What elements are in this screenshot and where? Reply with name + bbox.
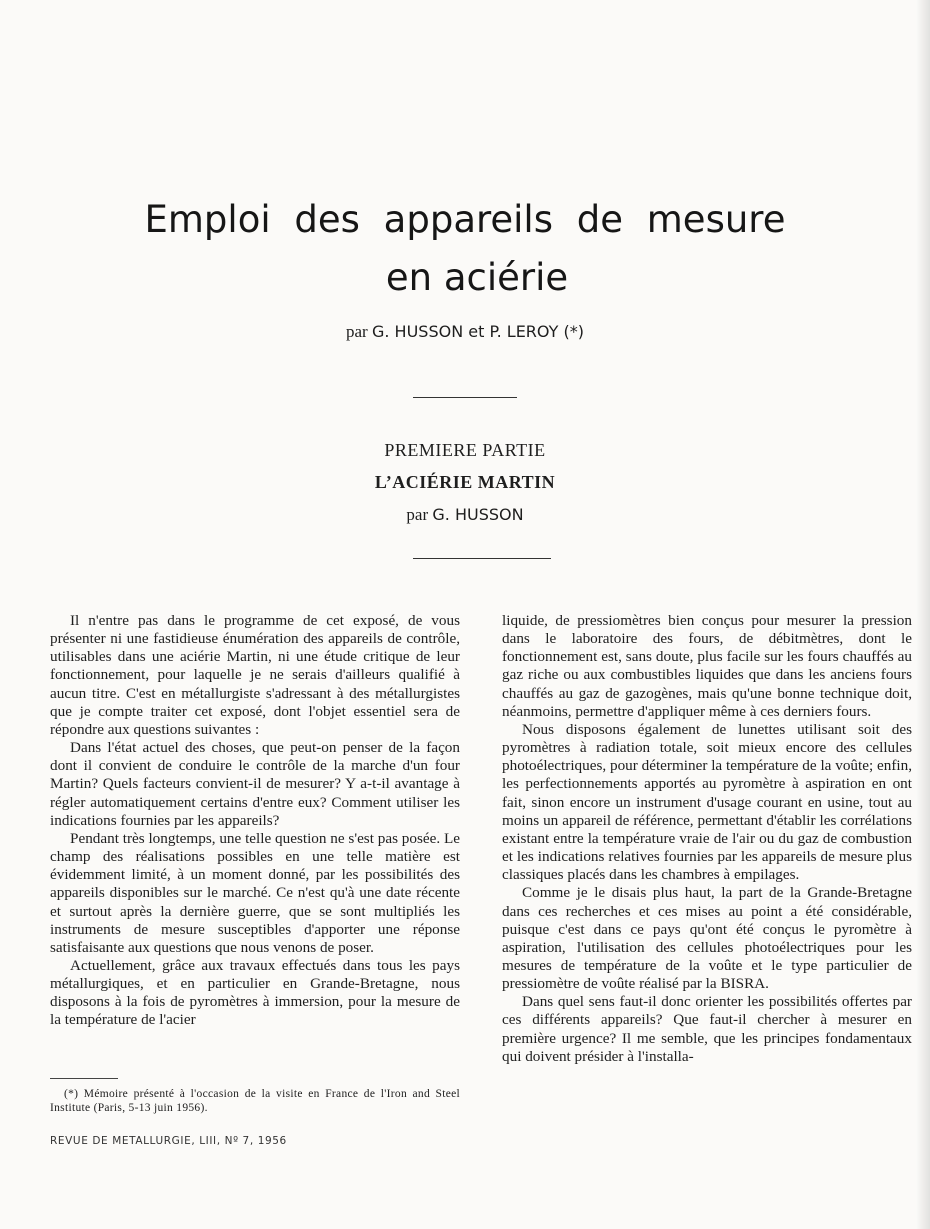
authors-line: [0, 322, 930, 342]
article-title-line-2: en aciérie: [385, 256, 569, 299]
section-subtitle: L’ACIÉRIE MARTIN: [374, 472, 556, 492]
paragraph: Dans l'état actuel des choses, que peut-on penser de la façon dont il convient de conduire le contrôle de la marche d'un four Martin? Quels facteurs convient-il de mesurer? Y a-t-il avantage à régler automatiquement certains d'entre eux? Comment utiliser les indications fournies par les appareils?: [50, 739, 460, 829]
authors-prefix: par: [346, 322, 368, 341]
paragraph: Actuellement, grâce aux travaux effectués dans tous les pays métallurgiques, et en particulier en Grande-Bretagne, nous disposons à la fois de pyromètres à immersion, pour la mesure de la température de l'acier: [50, 956, 460, 1029]
footnote: (*) Mémoire présenté à l'occasion de la visite en France de l'Iron and Steel Institute (Paris, 5-13 juin 1956).: [50, 1088, 460, 1114]
paragraph: Dans quel sens faut-il donc orienter les possibilités offertes par ces différents appareils? Que faut-il chercher à mesurer en première urgence? Il me semble, que les principes fondamentaux qui doivent présider à l'installa-: [502, 993, 912, 1065]
page-edge-shadow: [916, 0, 930, 1229]
section-author-prefix: par: [406, 505, 429, 524]
paragraph: Comme je le disais plus haut, la part de la Grande-Bretagne dans ces recherches et ces mises au point a été considérable, puisque c'est dans ce pays qu'ont été conçus le pyromètre à aspiration, l'utilisation des cellules photoélectriques pour les mesures de température de la voûte et le type particulier de pressiomètre de voûte réalisé par la BISRA.: [502, 884, 912, 993]
paragraph: Pendant très longtemps, une telle question ne s'est pas posée. Le champ des réalisations possibles en une telle matière est évidemment limité, à un moment donné, par les possibilités des appareils disponibles sur le marché. Ce n'est qu'à une date récente et surtout après la dernière guerre, que se sont multipliés les instruments de mesure susceptibles d'apporter une réponse satisfaisante aux questions que nous venons de poser.: [50, 829, 460, 956]
article-title-line-1: Emploi des appareils de mesure: [144, 198, 786, 241]
right-text-column: [502, 612, 912, 1066]
section-divider: [413, 558, 551, 559]
paragraph: Nous disposons également de lunettes utilisant soit des pyromètres à radiation totale, soit mieux encore des cellules photoélectriques, pour déterminer la température de la voûte; enfin, les perfectionnements apportés au pyromètre à aspiration en ont fait, sinon encore un instrument d'usage courant en usine, tout au moins un appareil de référence, permettant d'établir les corrélations existant entre la température vraie de l'air ou du gaz de combustion et les indications relatives fournies par les appareils de mesure plus classiques placés dans les chambres à empilages.: [502, 720, 912, 884]
paragraph: liquide, de pressiomètres bien conçus pour mesurer la pression dans le laboratoire des fours, de débitmètres, dont le fonctionnement est, sans doute, plus facile sur les fours chauffés au gaz riche ou aux combustibles liquides que dans les anciens fours chauffés au gaz de gazogènes, mais qu'une bonne technique doit, néanmoins, permettre d'appliquer même à ces derniers fours.: [502, 612, 912, 720]
paragraph: Il n'entre pas dans le programme de cet exposé, de vous présenter ni une fastidieuse énumération des appareils de contrôle, utilisables dans une aciérie Martin, ni une étude critique de leur fonctionnement, pour laquelle je ne serais d'ailleurs qualifié à aucun titre. C'est en métallurgiste s'adressant à des métallurgistes que je compte traiter cet exposé, dont l'objet essentiel sera de répondre aux questions suivantes :: [50, 612, 460, 738]
section-author-line: [0, 505, 930, 525]
section-part-heading: PREMIERE PARTIE: [384, 440, 546, 460]
footnote-divider: [50, 1078, 118, 1079]
title-divider: [413, 397, 517, 398]
authors-names: G. HUSSON et P. LEROY (*): [371, 322, 584, 341]
section-author: G. HUSSON: [432, 505, 524, 524]
left-text-column: [50, 612, 460, 1030]
journal-footer: REVUE DE METALLURGIE, LIII, Nº 7, 1956: [50, 1135, 287, 1147]
